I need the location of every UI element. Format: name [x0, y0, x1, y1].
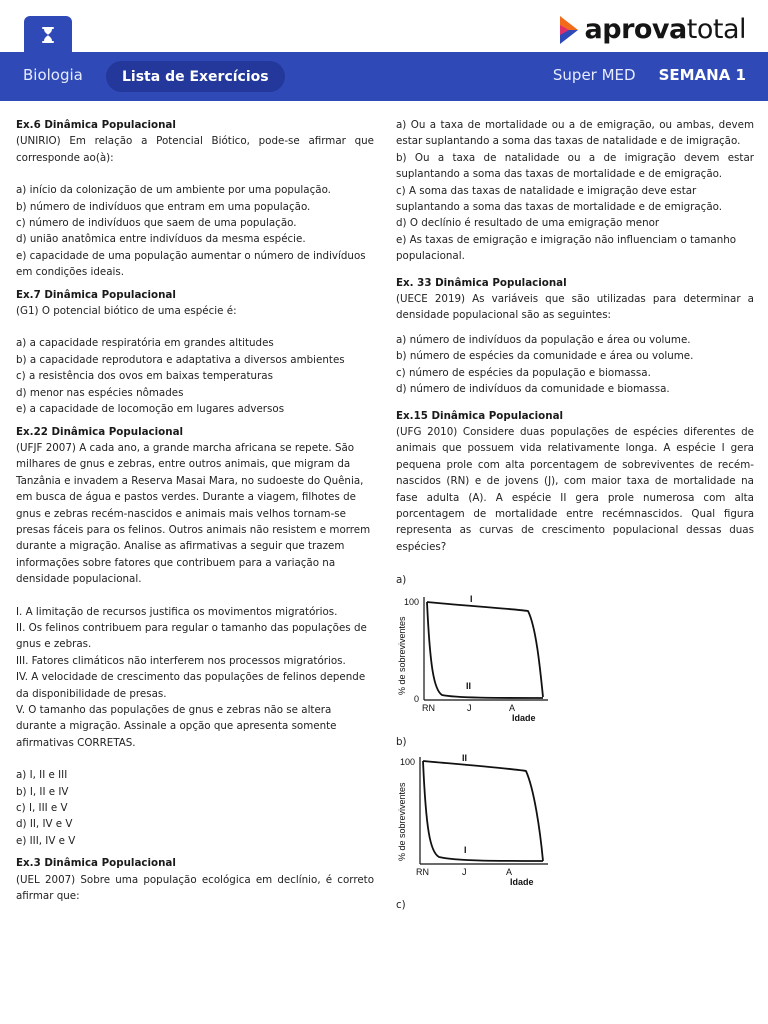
option-b: b) número de espécies da comunidade e área ou volume.	[396, 350, 694, 363]
exercise-stem: (G1) O potencial biótico de uma espécie é:	[16, 305, 237, 318]
graph-label: b)	[396, 735, 407, 748]
survivorship-graph-a	[396, 587, 556, 723]
option-d: d) menor nas espécies nômades	[16, 386, 184, 399]
exercise-stem: (UEL 2007) Sobre uma população ecológica em declínio, é correto afirmar que:	[16, 873, 374, 903]
exercise-stem: (UNIRIO) Em relação a Potencial Biótico, pode-se afirmar que corresponde ao(à):	[16, 135, 374, 164]
exercise-title: Ex.15 Dinâmica Populacional	[396, 409, 564, 422]
exercise-stem: (UECE 2019) As variáveis que são utilizadas para determinar a densidade populacional são as seguintes:	[396, 293, 754, 322]
option-b: b) a capacidade reprodutora e adaptativa a diversos ambientes	[16, 353, 345, 366]
exercise-3-options	[396, 117, 754, 265]
option-e: e) a capacidade de locomoção em lugares adversos	[16, 403, 285, 416]
nav-bar	[0, 52, 768, 101]
exercise-title: Ex.6 Dinâmica Populacional	[16, 119, 176, 131]
graph-option-b	[396, 735, 754, 894]
curve-high	[423, 761, 543, 861]
exercise-22	[16, 424, 374, 850]
brand-name-bold: aprova	[584, 14, 687, 45]
left-column	[16, 117, 374, 910]
exercise-title: Ex.22 Dinâmica Populacional	[16, 425, 184, 438]
option-d: d) II, IV e V	[16, 818, 73, 831]
brand-logo	[559, 14, 746, 45]
curve-high-label: I	[470, 594, 473, 605]
right-column	[396, 117, 754, 912]
exercise-15	[396, 408, 754, 556]
option-d: d) união anatômica entre indivíduos da mesma espécie.	[16, 233, 306, 246]
exercise-title: Ex.3 Dinâmica Populacional	[16, 857, 176, 870]
exercise-3	[16, 855, 374, 904]
option-c: c) número de indivíduos que saem de uma população.	[16, 217, 297, 230]
option-a: a) a capacidade respiratória em grandes altitudes	[16, 337, 274, 350]
option-c: c) a resistência dos ovos em baixas temperaturas	[16, 370, 273, 383]
statement-2: II. Os felinos contribuem para regular o tamanho das populações de gnus e zebras.	[16, 621, 367, 651]
curve-high	[427, 602, 543, 697]
x-axis-label: Idade	[512, 713, 536, 724]
y-tick-100: 100	[404, 597, 420, 608]
exercise-stem: (UFJF 2007) A cada ano, a grande marcha africana se repete. São milhares de gnus e zebras, entre outros animais, que migram da Tanzânia e invadem a Reserva Masai Mara, no sudoeste do Quênia, em busca de água e pastos verdes. Durante a viagem, filhotes de gnus e zebras recém-nascidos e animais mais velhos tornam-se presas fáceis para os felinos. Outros animais não resistem e morrem durante a migração. Analise as afirmativas a seguir que trazem informações sobre fatores que contribuem para a variação na densidade populacional.	[16, 441, 371, 586]
x-tick-rn: RN	[422, 703, 435, 714]
option-c: c) I, III e V	[16, 802, 68, 815]
survivorship-graph-b	[396, 749, 556, 889]
option-c: c) número de espécies da população e biomassa.	[396, 366, 651, 379]
y-axis-label: % de sobreviventes	[397, 616, 407, 696]
tab-lista-de-exercicios[interactable]: Lista de Exercícios	[106, 61, 285, 92]
exercise-title: Ex. 33 Dinâmica Populacional	[396, 276, 567, 289]
graph-option-c	[396, 898, 754, 912]
statement-5: V. O tamanho das populações de gnus e zebras não se altera durante a migração. Assinale a opção que apresenta somente afirmativas CORRETAS.	[16, 704, 337, 749]
curve-low	[427, 602, 543, 698]
option-c: c) A soma das taxas de natalidade e imigração deve estar suplantando a soma das taxas de mortalidade e de emigração.	[396, 184, 723, 214]
exercise-7	[16, 287, 374, 418]
exercise-6	[16, 117, 374, 281]
y-axis-label: % de sobreviventes	[397, 782, 407, 861]
option-a: a) I, II e III	[16, 769, 68, 782]
course-label[interactable]: Super MED	[552, 66, 636, 84]
x-axis-label: Idade	[510, 876, 534, 887]
y-tick-100: 100	[400, 756, 416, 767]
curve-low-label: I	[464, 844, 467, 855]
curve-low-label: II	[466, 681, 472, 692]
option-d: d) O declínio é resultado de uma emigração menor	[396, 217, 660, 230]
top-bar	[0, 0, 768, 52]
x-tick-j: J	[462, 866, 467, 877]
x-tick-rn: RN	[416, 866, 429, 877]
graph-label: a)	[396, 574, 407, 587]
y-tick-0: 0	[414, 694, 420, 705]
brand-mark-icon	[559, 15, 579, 45]
option-e: e) capacidade de uma população aumentar o número de indivíduos em condições ideais.	[16, 249, 366, 279]
option-b: b) número de indivíduos que entram em uma população.	[16, 200, 311, 213]
option-e: e) As taxas de emigração e imigração não influenciam o tamanho populacional.	[396, 233, 737, 263]
option-a: a) Ou a taxa de mortalidade ou a de emigração, ou ambas, devem estar suplantando a soma das taxas de natalidade e de imigração.	[396, 119, 754, 148]
week-label[interactable]: SEMANA 1	[658, 66, 746, 84]
x-tick-j: J	[467, 703, 472, 714]
option-a: a) número de indivíduos da população e área ou volume.	[396, 333, 691, 346]
statement-3: III. Fatores climáticos não interferem nos processos migratórios.	[16, 654, 346, 667]
curve-high-label: II	[462, 752, 468, 763]
option-a: a) início da colonização de um ambiente por uma população.	[16, 184, 331, 197]
graph-label: c)	[396, 898, 406, 911]
x-tick-a: A	[506, 866, 513, 877]
brand-name-light: total	[686, 14, 746, 45]
exercise-stem: (UFG 2010) Considere duas populações de espécies diferentes de animais que possuem vida relativamente longa. A espécie I gera pequena prole com alta porcentagem de sobreviventes de recém-nascidos (RN) e de jovens (J), com maior taxa de mortalidade na fase adulta (A). A espécie II gera prole numerosa com alta porcentagem de mortalidade entre recémnascidos. Qual figura representa as curvas de crescimento populacional dessas duas espécies?	[396, 425, 754, 553]
option-b: b) I, II e IV	[16, 785, 69, 798]
graph-option-a	[396, 573, 754, 728]
subject-label[interactable]: Biologia	[23, 66, 83, 84]
option-d: d) número de indivíduos da comunidade e biomassa.	[396, 383, 670, 396]
hourglass-icon[interactable]	[24, 16, 72, 54]
statement-4: IV. A velocidade de crescimento das populações de felinos depende da disponibilidade de presas.	[16, 671, 366, 700]
exercise-title: Ex.7 Dinâmica Populacional	[16, 288, 176, 301]
curve-low	[423, 761, 543, 861]
x-tick-a: A	[509, 703, 516, 714]
option-b: b) Ou a taxa de natalidade ou a de imigração devem estar suplantando a soma das taxas de mortalidade e de emigração.	[396, 151, 754, 181]
statement-1: I. A limitação de recursos justifica os movimentos migratórios.	[16, 605, 338, 618]
option-e: e) III, IV e V	[16, 834, 76, 847]
exercise-33	[396, 275, 754, 398]
